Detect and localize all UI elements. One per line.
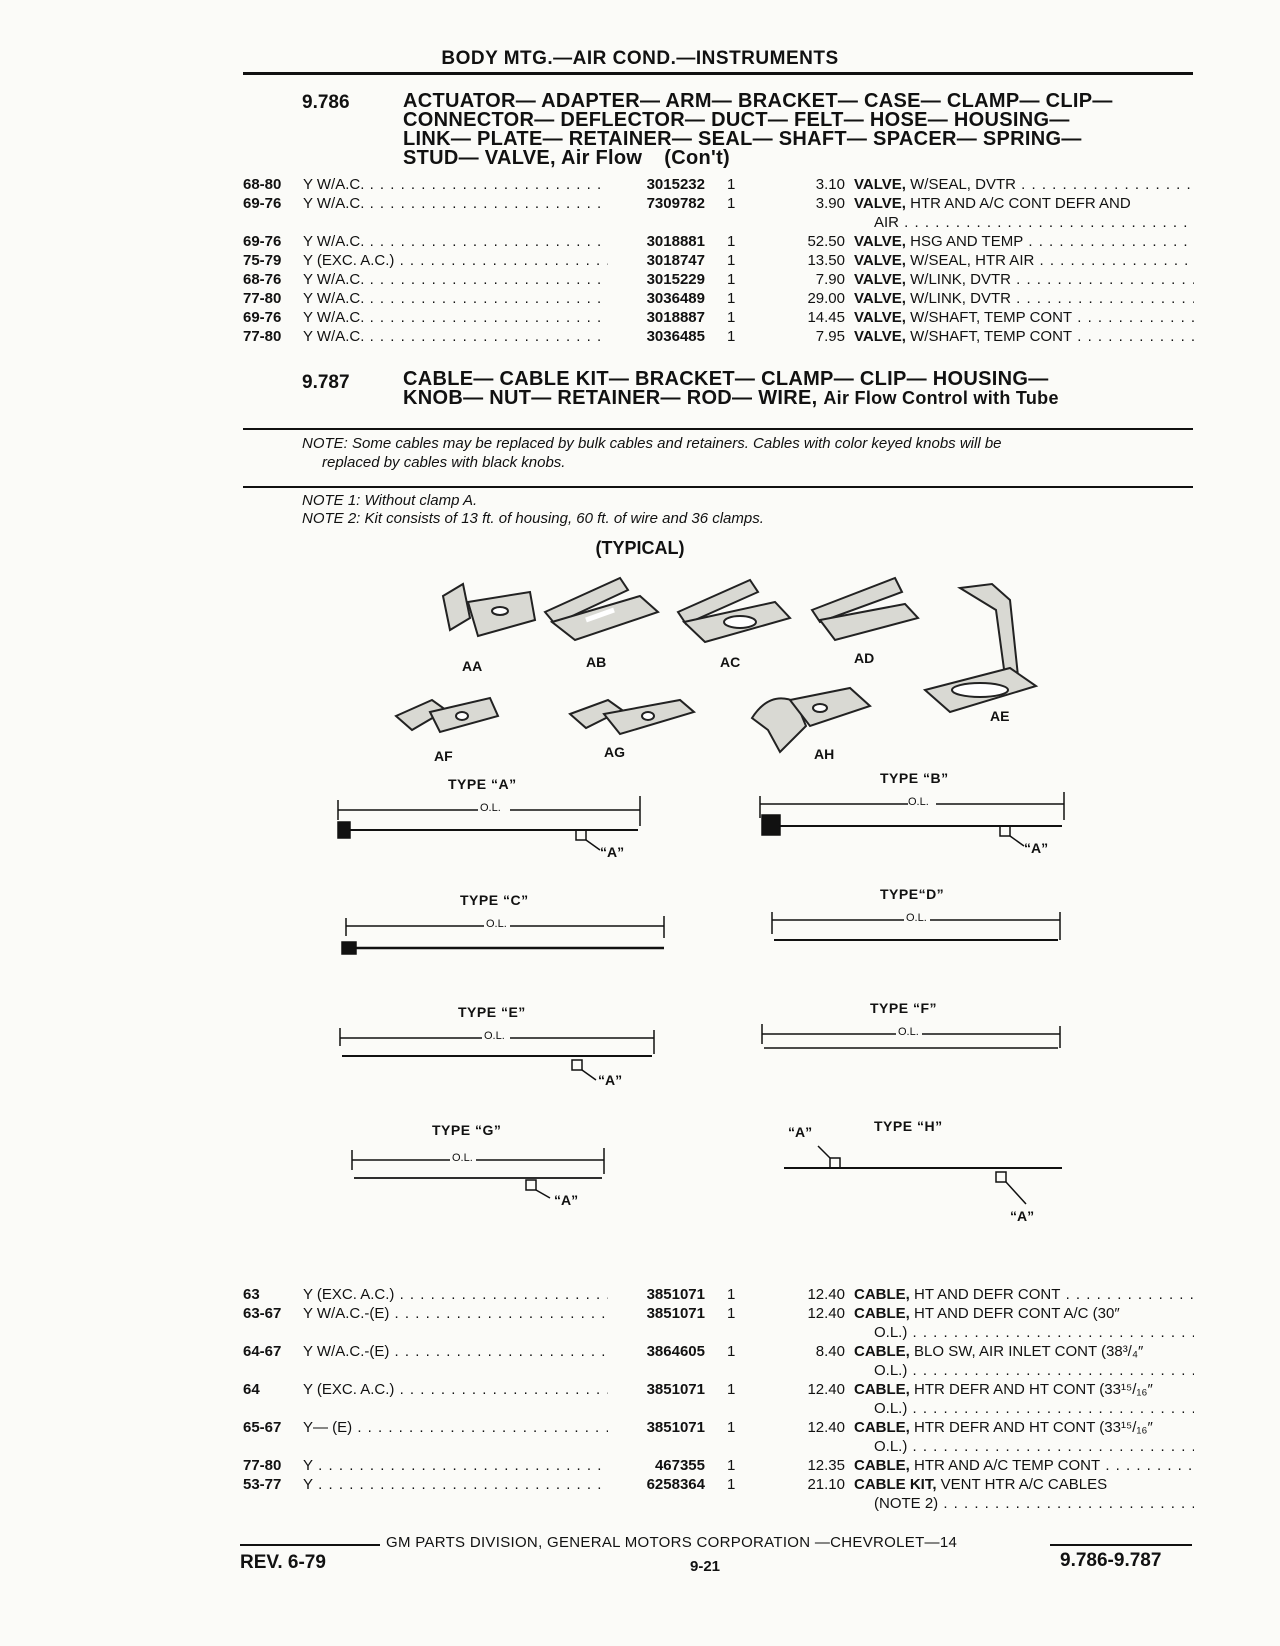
table-row-continuation <box>243 1495 1193 1514</box>
clamp-ad-drawing <box>812 578 918 640</box>
part-description <box>854 1381 1194 1398</box>
quantity: 1 <box>727 290 736 307</box>
part-number: 3851071 <box>646 1381 705 1398</box>
quantity: 1 <box>727 309 736 326</box>
ol-label: O.L. <box>908 796 929 808</box>
price: 12.40 <box>807 1419 845 1436</box>
year-range: 65-67 <box>243 1419 282 1436</box>
clamp-a-callout: “A” <box>598 1072 623 1088</box>
part-description <box>854 1305 1194 1322</box>
part-name: VALVE, <box>854 309 906 326</box>
part-number: 3015232 <box>646 176 705 193</box>
part-detail: VENT HTR A/C CABLES <box>940 1476 1108 1493</box>
ol-label: O.L. <box>906 912 927 924</box>
type-c-label: TYPE “C” <box>460 892 529 908</box>
application: Y (EXC. A.C.) . . . <box>303 1381 608 1398</box>
application: Y W/A.C.-(E) . . . <box>303 1343 608 1360</box>
typical-label: (TYPICAL) <box>595 538 685 558</box>
part-number: 3851071 <box>646 1286 705 1303</box>
ol-label: O.L. <box>452 1152 473 1164</box>
part-number: 3018747 <box>646 252 705 269</box>
page-header-title: BODY MTG.—AIR COND.—INSTRUMENTS <box>441 48 839 69</box>
type-f-label: TYPE “F” <box>870 1000 938 1016</box>
price: 7.90 <box>815 271 845 288</box>
year-range: 63 <box>243 1286 260 1303</box>
part-detail: W/LINK, DVTR <box>910 271 1011 288</box>
part-name: VALVE, <box>854 252 906 269</box>
note-main-line: replaced by cables with black knobs. <box>322 454 566 471</box>
application: Y W/A.C.-(E) . . . <box>303 1305 608 1322</box>
year-range: 68-80 <box>243 176 282 193</box>
section-786-title-line: STUD— VALVE, Air Flow <box>403 147 643 169</box>
section-786-title-line: CONNECTOR— DEFLECTOR— DUCT— FELT— HOSE— HOUSING— <box>403 109 1070 131</box>
part-number: 7309782 <box>646 195 705 212</box>
part-description <box>854 1476 1194 1493</box>
year-range: 53-77 <box>243 1476 282 1493</box>
clamp-ab-drawing <box>545 578 658 640</box>
year-range: 64-67 <box>243 1343 282 1360</box>
part-detail: W/SEAL, DVTR <box>910 176 1016 193</box>
application: Y W/A.C. . . . <box>303 176 608 193</box>
year-range: 75-79 <box>243 252 282 269</box>
part-name: CABLE KIT, <box>854 1476 937 1493</box>
part-name: VALVE, <box>854 290 906 307</box>
part-detail-continued: O.L.) . . . <box>874 1438 1194 1455</box>
application: Y . . . <box>303 1476 608 1493</box>
part-detail-continued: (NOTE 2) . . . <box>874 1495 1194 1512</box>
section-786-title-line: ACTUATOR— ADAPTER— ARM— BRACKET— CASE— CLAMP— CLIP— <box>403 90 1113 112</box>
application: Y W/A.C. . . . <box>303 195 608 212</box>
year-range: 77-80 <box>243 328 282 345</box>
clamp-label-ab: AB <box>586 654 607 670</box>
part-name: VALVE, <box>854 176 906 193</box>
ol-label: O.L. <box>484 1030 505 1042</box>
price: 14.45 <box>807 309 845 326</box>
clamp-a-callout: “A” <box>788 1124 813 1140</box>
part-name: VALVE, <box>854 195 906 212</box>
year-range: 69-76 <box>243 233 282 250</box>
quantity: 1 <box>727 271 736 288</box>
year-range: 77-80 <box>243 290 282 307</box>
section-786-cont: (Con't) <box>664 147 730 169</box>
part-name: VALVE, <box>854 328 906 345</box>
part-detail: W/SHAFT, TEMP CONT <box>910 328 1073 345</box>
year-range: 64 <box>243 1381 260 1398</box>
part-detail: W/LINK, DVTR <box>910 290 1011 307</box>
part-detail-continued: O.L.) . . . <box>874 1362 1194 1379</box>
table-row <box>243 1419 1193 1438</box>
price: 3.10 <box>815 176 845 193</box>
section-787-title-line: KNOB— NUT— RETAINER— ROD— WIRE, <box>403 387 818 409</box>
application: Y W/A.C. . . . <box>303 309 608 326</box>
price: 21.10 <box>807 1476 845 1493</box>
ol-label: O.L. <box>480 802 501 814</box>
price: 12.40 <box>807 1305 845 1322</box>
application: Y W/A.C. . . . <box>303 233 608 250</box>
price: 52.50 <box>807 233 845 250</box>
year-range: 69-76 <box>243 309 282 326</box>
part-detail: HT AND DEFR CONT <box>914 1286 1061 1303</box>
quantity: 1 <box>727 1419 736 1436</box>
table-row-continuation <box>243 1362 1193 1381</box>
part-number: 3851071 <box>646 1419 705 1436</box>
quantity: 1 <box>727 1305 736 1322</box>
table-row <box>243 1476 1193 1495</box>
footer-rule-left <box>240 1544 380 1546</box>
price: 12.40 <box>807 1286 845 1303</box>
table-row <box>243 1381 1193 1400</box>
part-description <box>854 1343 1194 1360</box>
quantity: 1 <box>727 1457 736 1474</box>
table-row-continuation <box>243 1438 1193 1457</box>
quantity: 1 <box>727 1381 736 1398</box>
clamp-label-ad: AD <box>854 650 875 666</box>
quantity: 1 <box>727 1343 736 1360</box>
part-detail: HTR DEFR AND HT CONT (33¹⁵/₁₆″ <box>914 1381 1153 1398</box>
part-number: 467355 <box>654 1457 705 1474</box>
footer-rule-right <box>1050 1544 1192 1546</box>
part-name: VALVE, <box>854 271 906 288</box>
year-range: 69-76 <box>243 195 282 212</box>
footer-page-number: 9-21 <box>690 1558 721 1575</box>
part-name: VALVE, <box>854 233 906 250</box>
part-number: 3018881 <box>646 233 705 250</box>
part-number: 3864605 <box>646 1343 705 1360</box>
part-number: 3015229 <box>646 271 705 288</box>
footer-revision: REV. 6-79 <box>240 1552 326 1573</box>
price: 7.95 <box>815 328 845 345</box>
section-787-title-line: CABLE— CABLE KIT— BRACKET— CLAMP— CLIP— HOUSING— <box>403 368 1049 390</box>
table-row <box>243 1457 1193 1476</box>
type-b-label: TYPE “B” <box>880 770 949 786</box>
clamp-ag-drawing <box>570 700 694 734</box>
part-name: CABLE, <box>854 1305 910 1322</box>
type-h-label: TYPE “H” <box>874 1118 943 1134</box>
table-row <box>243 1286 1193 1305</box>
quantity: 1 <box>727 1476 736 1493</box>
table-row <box>243 1305 1193 1324</box>
clamp-a-callout: “A” <box>554 1192 579 1208</box>
section-786-number: 9.786 <box>302 92 350 113</box>
part-number: 3018887 <box>646 309 705 326</box>
price: 3.90 <box>815 195 845 212</box>
note-1: NOTE 1: Without clamp A. <box>302 492 478 509</box>
footer-division: GM PARTS DIVISION, GENERAL MOTORS CORPORATION —CHEVROLET—14 <box>386 1534 958 1551</box>
part-detail-continued: AIR . . . <box>874 214 1194 231</box>
quantity: 1 <box>727 233 736 250</box>
part-detail: HT AND DEFR CONT A/C (30″ <box>914 1305 1120 1322</box>
clamp-ah-drawing <box>752 688 870 752</box>
part-detail: HTR DEFR AND HT CONT (33¹⁵/₁₆″ <box>914 1419 1153 1436</box>
clamp-label-ah: AH <box>814 746 835 762</box>
part-name: CABLE, <box>854 1286 910 1303</box>
application: Y— (E) . . . <box>303 1419 608 1436</box>
application: Y (EXC. A.C.) . . . <box>303 252 608 269</box>
year-range: 63-67 <box>243 1305 282 1322</box>
cable-type-g-drawing <box>352 1148 604 1198</box>
clamp-a-callout: “A” <box>1024 840 1049 856</box>
application: Y W/A.C. . . . <box>303 271 608 288</box>
section-787-number: 9.787 <box>302 372 350 393</box>
ol-label: O.L. <box>898 1026 919 1038</box>
clamp-label-ac: AC <box>720 654 741 670</box>
price: 29.00 <box>807 290 845 307</box>
type-g-label: TYPE “G” <box>432 1122 502 1138</box>
footer-section-range: 9.786-9.787 <box>1060 1550 1162 1571</box>
clamp-label-af: AF <box>434 748 453 764</box>
note-main-line: NOTE: Some cables may be replaced by bulk cables and retainers. Cables with color keyed knobs will be <box>302 435 1002 452</box>
table-row-continuation <box>243 1324 1193 1343</box>
part-detail: W/SHAFT, TEMP CONT <box>910 309 1073 326</box>
year-range: 77-80 <box>243 1457 282 1474</box>
application: Y . . . <box>303 1457 608 1474</box>
year-range: 68-76 <box>243 271 282 288</box>
part-description <box>854 1419 1194 1436</box>
part-detail: HTR AND A/C TEMP CONT <box>914 1457 1101 1474</box>
quantity: 1 <box>727 1286 736 1303</box>
section-787-title-sub: Air Flow Control with Tube <box>823 388 1059 408</box>
part-number: 6258364 <box>646 1476 705 1493</box>
part-number: 3036485 <box>646 328 705 345</box>
price: 12.35 <box>807 1457 845 1474</box>
price: 12.40 <box>807 1381 845 1398</box>
part-detail-continued: O.L.) . . . <box>874 1324 1194 1341</box>
part-number: 3851071 <box>646 1305 705 1322</box>
quantity: 1 <box>727 176 736 193</box>
section-786-title-line: LINK— PLATE— RETAINER— SEAL— SHAFT— SPACER— SPRING— <box>403 128 1082 150</box>
part-detail: W/SEAL, HTR AIR <box>910 252 1035 269</box>
application: Y W/A.C. . . . <box>303 290 608 307</box>
clamp-a-callout: “A” <box>1010 1208 1035 1224</box>
type-a-label: TYPE “A” <box>448 776 517 792</box>
clamp-label-aa: AA <box>462 658 483 674</box>
part-name: CABLE, <box>854 1381 910 1398</box>
application: Y (EXC. A.C.) . . . <box>303 1286 608 1303</box>
quantity: 1 <box>727 328 736 345</box>
section-787-parts-table <box>243 1286 1193 1514</box>
clamp-ac-drawing <box>678 580 790 642</box>
part-detail: BLO SW, AIR INLET CONT (38³/₄″ <box>914 1343 1144 1360</box>
note-2: NOTE 2: Kit consists of 13 ft. of housing, 60 ft. of wire and 36 clamps. <box>302 510 764 527</box>
table-row <box>243 1343 1193 1362</box>
part-description <box>854 1457 1194 1474</box>
quantity: 1 <box>727 195 736 212</box>
price: 8.40 <box>815 1343 845 1360</box>
clamp-af-drawing <box>396 698 498 732</box>
type-d-label: TYPE“D” <box>880 886 945 902</box>
cable-type-h-drawing <box>784 1146 1062 1204</box>
part-description <box>854 1286 1194 1303</box>
part-detail: HTR AND A/C CONT DEFR AND <box>910 195 1131 212</box>
clamp-a-callout: “A” <box>600 844 625 860</box>
part-name: CABLE, <box>854 1343 910 1360</box>
ol-label: O.L. <box>486 918 507 930</box>
quantity: 1 <box>727 252 736 269</box>
part-name: CABLE, <box>854 1457 910 1474</box>
clamp-ae-drawing <box>925 584 1036 712</box>
application: Y W/A.C. . . . <box>303 328 608 345</box>
clamp-aa-drawing <box>443 584 535 636</box>
part-detail: HSG AND TEMP <box>910 233 1024 250</box>
part-name: CABLE, <box>854 1419 910 1436</box>
price: 13.50 <box>807 252 845 269</box>
clamp-label-ag: AG <box>604 744 625 760</box>
part-number: 3036489 <box>646 290 705 307</box>
part-detail-continued: O.L.) . . . <box>874 1400 1194 1417</box>
clamp-label-ae: AE <box>990 708 1010 724</box>
type-e-label: TYPE “E” <box>458 1004 526 1020</box>
table-row-continuation <box>243 1400 1193 1419</box>
